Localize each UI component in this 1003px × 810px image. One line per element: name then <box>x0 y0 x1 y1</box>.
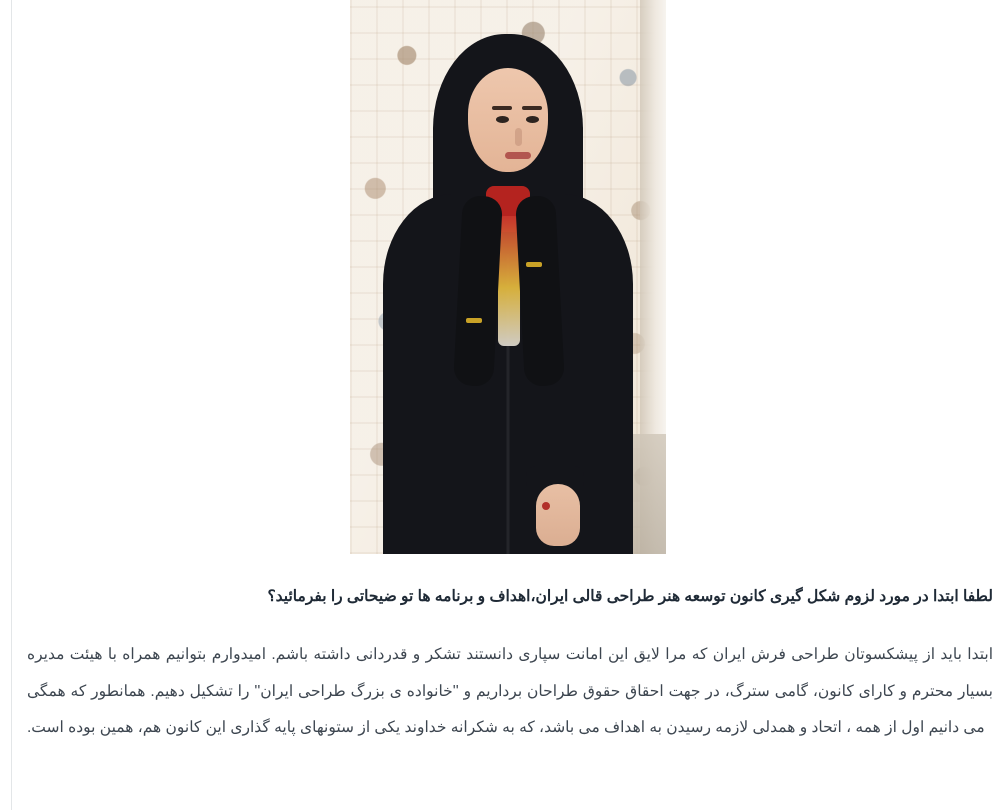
eye-right-shape <box>526 116 539 123</box>
article-page <box>13 0 1003 810</box>
eyebrow-right-shape <box>522 106 542 110</box>
eyebrow-left-shape <box>492 106 512 110</box>
hand-shape <box>536 484 580 546</box>
eye-left-shape <box>496 116 509 123</box>
ring-shape <box>542 502 550 510</box>
mouth-shape <box>505 152 531 159</box>
brooch-left-shape <box>466 318 482 323</box>
portrait-photo <box>350 0 666 554</box>
page-left-gutter <box>0 0 12 810</box>
article-figure <box>13 0 1003 554</box>
article-body <box>13 582 1003 747</box>
brooch-right-shape <box>526 262 542 267</box>
nose-shape <box>515 128 522 146</box>
interview-question: لطفا ابتدا در مورد لزوم شکل گیری کانون توسعه هنر طراحی قالی ایران،اهداف و برنامه ها تو ضیحاتی را بفرمائید؟ <box>267 588 993 605</box>
interview-answer: ابتدا باید از پیشکسوتان طراحی فرش ایران که مرا لایق این امانت سپاری دانستند تشکر و قدردانی داشته باشم. امیدوارم بتوانیم همراه با هیئت مدیره بسیار محترم و کارای کانون، گامی سترگ، در جهت احقاق حقوق طراحان برداریم و ''خانواده ی بزرگ طراحی ایران'' را تشکیل دهیم. همانطور که همگی می دانیم اول از همه ، اتحاد و همدلی لازمه رسیدن به اهداف می باشد، که به شکرانه خداوند یکی از ستونهای پایه گذاری این کانون هم، همین بوده است. <box>27 646 993 737</box>
